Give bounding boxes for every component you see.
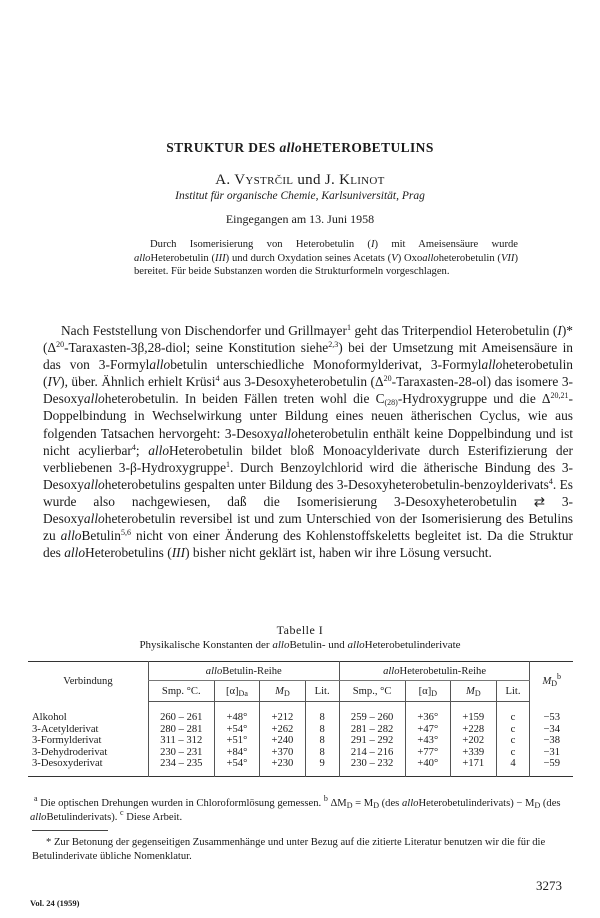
abstract-text: ) und durch Oxydation seines Acetats ( <box>225 252 392 264</box>
cell-compound: Alkohol <box>32 712 67 723</box>
institute: Institut für organische Chemie, Karlsuniversität, Prag <box>175 190 425 202</box>
footnote-text: Heterobetulinderivats) − M <box>418 798 535 809</box>
cell-alpha: +48° <box>214 712 260 724</box>
table-header-row <box>28 662 573 681</box>
footnote-mark: b <box>323 794 328 803</box>
cell-compound: 3-Dehydroderivat <box>32 746 108 758</box>
footnote-mark: b <box>557 672 562 682</box>
reference-mark[interactable]: 4 <box>548 476 553 486</box>
header-lit-2: Lit. <box>496 681 530 702</box>
body-text: nicht von einer Änderung des Kohlenstoffskeletts begleitet ist. Da die Struktur des <box>43 528 573 561</box>
footnote-divider <box>32 830 108 831</box>
cell-compound: 3-Acetylderivat <box>32 723 99 735</box>
compound-ref: I <box>557 323 562 338</box>
italic-prefix: allo <box>401 798 419 809</box>
caption-text: Betulin- und <box>289 639 348 651</box>
superscript: 20 <box>56 340 65 350</box>
cell-alpha: +51° <box>214 735 260 747</box>
body-text: heterobetulin ( <box>43 357 574 390</box>
subscript: D <box>474 688 481 698</box>
subscript: D <box>373 801 379 810</box>
page-number: 3273 <box>536 878 562 893</box>
cell-md: +228 <box>451 724 497 736</box>
footnote-text: = M <box>352 798 374 809</box>
body-text: -Hydroxygruppe und die Δ <box>397 391 551 407</box>
cell-alpha: +36° <box>405 712 450 724</box>
body-text: Betulin <box>81 528 121 544</box>
cell-smp: 234 – 235 <box>148 758 214 770</box>
cell-md: +202 <box>451 735 497 747</box>
table-spacer <box>28 770 573 777</box>
table-row <box>28 758 573 770</box>
header-delta-md <box>530 662 573 702</box>
body-text: ) bisher nicht geklärt ist, haben wir ihre Lösung versucht. <box>185 545 492 561</box>
subscript: (28) <box>384 398 398 408</box>
cell-compound: 3-Desoxyderivat <box>32 758 103 769</box>
table-row <box>28 747 573 759</box>
abstract-text: ) mit Ameisensäure wurde <box>374 239 519 250</box>
abstract-text: Durch Isomerisierung von Heterobetulin ( <box>150 239 371 250</box>
superscript: 20,21 <box>550 391 569 401</box>
italic-prefix: allo <box>83 391 105 407</box>
body-text: betulin unterschiedliche Monoformylderivat, 3-Formyl <box>170 357 482 373</box>
reference-mark[interactable]: 2,3 <box>328 340 339 350</box>
body-text: -Taraxasten-28-ol) das isomere 3-Desoxy <box>43 374 573 407</box>
cell-md: +240 <box>260 735 306 747</box>
cell-smp: 214 – 216 <box>339 747 405 759</box>
cell-lit: 8 <box>305 712 339 724</box>
cell-lit: c <box>496 747 530 759</box>
cell-alpha: +54° <box>214 724 260 736</box>
cell-md: +370 <box>260 747 306 759</box>
header-compound: Verbindung <box>63 676 113 688</box>
body-text: . Es wurde also nachgewiesen, daß die Isomerisierung 3-Desoxyheterobetulin ⇄ 3-Desoxy <box>43 476 573 527</box>
md-symbol: M <box>275 685 284 697</box>
body-text: aus 3-Desoxyheterobetulin (Δ <box>219 374 384 390</box>
header-smp-2: Smp., °C <box>339 681 405 702</box>
compound-ref: V <box>391 252 398 264</box>
alpha-symbol: [α] <box>418 685 432 697</box>
body-text: -Taraxasten-3β,28-diol; seine Konstitution siehe <box>64 340 329 356</box>
author-conjunction: und <box>293 172 325 188</box>
title-suffix: HETEROBETULINS <box>302 140 434 155</box>
cell-alpha: +47° <box>405 724 450 736</box>
cell-delta-md: −31 <box>530 747 573 759</box>
italic-prefix: allo <box>64 545 86 561</box>
abstract <box>134 238 518 279</box>
group-label: Betulin-Reihe <box>222 665 282 677</box>
body-text: ) bei der Umsetzung mit Ameisensäure in das von 3-Formyl <box>43 340 573 373</box>
cell-lit: 4 <box>496 758 530 770</box>
subscript: D <box>283 688 290 698</box>
subscript: D <box>534 801 541 810</box>
body-text: geht das Triterpendiol Heterobetulin ( <box>350 323 558 338</box>
subscript: D <box>551 679 558 689</box>
cell-alpha: +40° <box>405 758 450 770</box>
cell-alpha: +43° <box>405 735 450 747</box>
footnote-mark: c <box>120 808 124 817</box>
cell-delta-md: −38 <box>530 735 573 747</box>
md-symbol: M <box>465 685 475 697</box>
cell-smp: 281 – 282 <box>339 724 405 736</box>
body-text: . Durch Benzoylchlorid wird die ätherische Bindung des 3-Desoxy <box>43 459 573 492</box>
reference-mark[interactable]: 1 <box>226 459 231 469</box>
header-md-1 <box>260 681 306 702</box>
author-1: A. Vystrčil <box>215 172 294 188</box>
cell-smp: 311 – 312 <box>148 735 214 747</box>
caption-text: Heterobetulinderivate <box>364 639 461 651</box>
table-spacer <box>28 702 573 713</box>
abstract-text: Heterobetulin ( <box>150 252 216 264</box>
footnote-text: (des <box>379 798 402 809</box>
cell-lit: 9 <box>305 758 339 770</box>
compound-ref: I <box>370 239 375 250</box>
cell-md: +159 <box>451 712 497 724</box>
cell-smp: 230 – 231 <box>148 747 214 759</box>
header-md-2 <box>451 681 497 702</box>
footnote-text: (des <box>540 798 561 809</box>
body-text: ; <box>135 442 149 458</box>
cell-delta-md: −34 <box>530 724 573 736</box>
body-text: heterobetulin. In beiden Fällen treten wohl die C <box>104 391 385 407</box>
italic-prefix: allo <box>30 812 47 823</box>
header-smp-1: Smp. °C. <box>148 681 214 702</box>
compound-ref: III <box>171 545 186 561</box>
italic-prefix: allo <box>272 639 290 651</box>
table-row <box>28 735 573 747</box>
reference-mark[interactable]: 5,6 <box>120 528 131 538</box>
cell-alpha: +84° <box>214 747 260 759</box>
header-alpha-2 <box>405 681 450 702</box>
cell-lit: c <box>496 724 530 736</box>
cell-smp: 259 – 260 <box>339 712 405 724</box>
md-symbol: M <box>542 676 552 688</box>
italic-prefix: allo <box>205 665 223 677</box>
italic-prefix: allo <box>134 252 151 264</box>
authors <box>0 172 600 189</box>
italic-prefix: allo <box>481 357 503 373</box>
table-row <box>28 724 573 736</box>
cell-lit: 8 <box>305 747 339 759</box>
footnote-mark: a <box>34 794 38 803</box>
received-date: Eingegangen am 13. Juni 1958 <box>225 212 375 226</box>
footnote-text: ΔM <box>327 798 347 809</box>
abstract-text: ) Oxo <box>397 252 423 264</box>
cell-md: +212 <box>260 712 306 724</box>
author-2: J. Klinot <box>324 172 385 188</box>
cell-lit: 8 <box>305 735 339 747</box>
italic-prefix: allo <box>277 425 298 441</box>
article-title <box>0 140 600 156</box>
cell-alpha: +54° <box>214 758 260 770</box>
compound-ref: III <box>215 252 226 264</box>
abstract-text: heterobetulin ( <box>438 252 501 264</box>
cell-smp: 280 – 281 <box>148 724 214 736</box>
title-prefix: STRUKTUR DES <box>166 140 280 155</box>
cell-smp: 291 – 292 <box>339 735 405 747</box>
constants-table <box>28 661 573 777</box>
title-italic-prefix: allo <box>279 140 303 155</box>
cell-md: +262 <box>260 724 306 736</box>
abstract-text: ) bereitet. Für beide Substanzen worden die Strukturformeln vorgeschlagen. <box>134 252 518 278</box>
cell-delta-md: −59 <box>530 758 573 770</box>
table-footnotes <box>30 794 575 825</box>
cell-alpha: +77° <box>405 747 450 759</box>
body-text: ), über. Ähnlich erhielt Krüsi <box>60 374 216 390</box>
italic-prefix: allo <box>347 639 365 651</box>
body-text: )* (Δ <box>43 323 573 356</box>
alpha-symbol: [α] <box>225 685 239 697</box>
cell-md: +171 <box>451 758 497 770</box>
body-text: Heterobetulin bildet bloß Monoacylderivate durch Esterifizierung der verbliebenen 3-β-Hydroxygruppe <box>43 442 574 475</box>
subscript: D <box>431 688 437 698</box>
subscript: D <box>346 801 353 810</box>
cell-md: +230 <box>260 758 306 770</box>
subscript: Da <box>238 688 248 698</box>
header-group-allobetulin <box>148 662 339 681</box>
body-text: Heterobetulins ( <box>85 545 172 561</box>
compound-ref: IV <box>47 374 61 390</box>
italic-prefix: allo <box>60 528 82 544</box>
italic-prefix: allo <box>422 252 439 264</box>
footnote-text: Die optischen Drehungen wurden in Chloroformlösung gemessen. <box>37 798 324 809</box>
body-text: Nach Feststellung von Dischendorfer und Grillmayer <box>61 323 347 338</box>
body-text: heterobetulins gespalten unter Bildung des 3-Desoxyheterobetulin-benzoylderivats <box>104 476 549 492</box>
reference-mark[interactable]: 4 <box>215 374 220 384</box>
table-caption <box>0 639 600 651</box>
group-label: Heterobetulin-Reihe <box>399 665 487 677</box>
body-text: -Doppelbindung in Wechselwirkung unter Bildung eines neuen ätherischen Cyclus, wie aus folgenden Tatsachen hervorgeht: 3-Desoxy <box>43 391 573 441</box>
cell-lit: c <box>496 712 530 724</box>
cell-compound: 3-Formylderivat <box>32 735 102 746</box>
cell-smp: 230 – 232 <box>339 758 405 770</box>
cell-lit: c <box>496 735 530 747</box>
italic-prefix: allo <box>83 476 105 492</box>
header-group-alloheterobetulin <box>339 662 530 681</box>
table-row <box>28 712 573 724</box>
compound-ref: VII <box>500 252 515 264</box>
reference-mark[interactable]: 1 <box>346 323 351 332</box>
italic-prefix: allo <box>83 511 105 527</box>
cell-md: +339 <box>451 747 497 759</box>
volume-label: Vol. 24 (1959) <box>30 898 80 908</box>
cell-delta-md: −53 <box>530 712 573 724</box>
italic-prefix: allo <box>383 665 400 677</box>
reference-mark[interactable]: 4 <box>131 442 136 452</box>
table-label: Tabelle I <box>276 623 324 637</box>
italic-prefix: allo <box>149 357 171 373</box>
footnote-text: Betulinderivats). <box>46 812 121 823</box>
caption-text: Physikalische Konstanten der <box>139 639 273 651</box>
italic-prefix: allo <box>148 442 170 458</box>
header-alpha-1 <box>214 681 260 702</box>
body-paragraph <box>43 322 573 561</box>
body-text: heterobetulin reversibel ist und zum Unterschied von der Isomerisierung des Betulins zu <box>43 511 573 544</box>
cell-lit: 8 <box>305 724 339 736</box>
asterisk-footnote: * Zur Betonung der gegenseitigen Zusammenhänge und unter Bezug auf die zitierte Literatur benutzen wir die für die Betulinderivate übliche Nomenklatur. <box>32 837 546 862</box>
header-lit-1: Lit. <box>305 681 339 702</box>
cell-smp: 260 – 261 <box>148 712 214 724</box>
body-text: heterobetulin enthält keine Doppelbindung und ist nicht acylierbar <box>43 425 573 458</box>
footnote-text: Diese Arbeit. <box>123 812 183 823</box>
superscript: 20 <box>383 374 392 384</box>
